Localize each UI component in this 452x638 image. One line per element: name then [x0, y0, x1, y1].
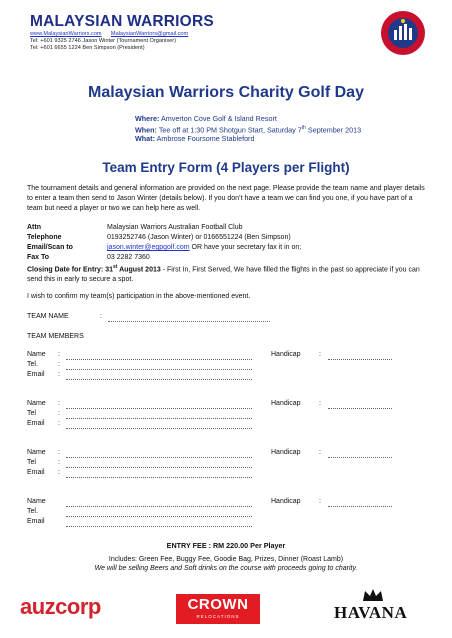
organiser-email-link[interactable]: jason.winter@egpgolf.com	[107, 244, 190, 251]
colon: :	[319, 400, 321, 407]
warriors-badge-icon	[380, 10, 426, 56]
player-1-handicap-field[interactable]	[328, 359, 392, 360]
colon: :	[58, 351, 60, 358]
colon: :	[58, 410, 60, 417]
player-3-name-field[interactable]	[66, 457, 252, 458]
player-1-name-label: Name	[27, 351, 46, 358]
team-members-label: TEAM MEMBERS	[27, 333, 84, 340]
website-link[interactable]: www.MalaysianWarriors.com	[30, 31, 102, 37]
player-4-email-field[interactable]	[66, 526, 252, 527]
org-title: MALAYSIAN WARRIORS	[30, 13, 214, 30]
player-1-handicap-label: Handicap	[271, 351, 301, 358]
telephone-row: Telephone 0193252746 (Jason Winter) or 0166551224 (Ben Simpson)	[27, 234, 291, 241]
intro-text: The tournament details and general information are provided on the next page. Please provide the team name and player details to enter a team then send to Jason Winter (details below). If you don’t have a team we can find you one, if you have part of a team but need a player or two we can help here as well.	[27, 185, 425, 212]
confirm-text: I wish to confirm my team(s) participation in the above-mentioned event.	[27, 293, 251, 300]
player-4-email-label: Email	[27, 518, 45, 525]
player-1-email-field[interactable]	[66, 379, 252, 380]
colon: :	[58, 371, 60, 378]
player-3-name-label: Name	[27, 449, 46, 456]
contact-tel-2: Tel: +601 6655 1224 Ben Simpson (President)	[30, 45, 145, 51]
colon: :	[58, 449, 60, 456]
player-4-handicap-label: Handicap	[271, 498, 301, 505]
colon: :	[58, 361, 60, 368]
player-1-tel-field[interactable]	[66, 369, 252, 370]
colon: :	[319, 498, 321, 505]
player-2-name-label: Name	[27, 400, 46, 407]
player-3-email-label: Email	[27, 469, 45, 476]
player-2-name-field[interactable]	[66, 408, 252, 409]
colon: :	[319, 351, 321, 358]
entry-fee: ENTRY FEE : RM 220.00 Per Player	[166, 541, 286, 550]
player-2-handicap-label: Handicap	[271, 400, 301, 407]
event-where: Where: Amverton Cove Golf & Island Resort	[135, 114, 277, 123]
beer-note: We will be selling Beers and Soft drinks on the course with proceeds going to charity.	[94, 565, 358, 572]
event-details	[135, 114, 361, 144]
havana-crown-icon	[362, 588, 384, 602]
event-what: What: Ambrose Foursome Stableford	[135, 134, 255, 144]
colon: :	[58, 459, 60, 466]
colon: :	[58, 469, 60, 476]
email-row: Email/Scan to jason.winter@egpgolf.com OR have your secretary fax it in on;	[27, 244, 302, 251]
player-4-name-label: Name	[27, 498, 46, 505]
player-3-tel-field[interactable]	[66, 467, 252, 468]
player-2-handicap-field[interactable]	[328, 408, 392, 409]
event-when: When: Tee off at 1:30 PM Shotgun Start, Saturday 7th September 2013	[135, 124, 362, 134]
contact-tel-1: Tel: +601 9325 2746 Jason Winter (Tournament Organiser)	[30, 38, 176, 44]
colon: :	[319, 449, 321, 456]
player-1-name-field[interactable]	[66, 359, 252, 360]
fax-row: Fax To 03 2282 7360	[27, 254, 150, 261]
player-2-email-label: Email	[27, 420, 45, 427]
player-3-handicap-field[interactable]	[328, 457, 392, 458]
contact-links	[30, 31, 188, 38]
player-3-handicap-label: Handicap	[271, 449, 301, 456]
player-4-handicap-field[interactable]	[328, 506, 392, 507]
attn-row: Attn Malaysian Warriors Australian Football Club	[27, 224, 243, 231]
closing-date: Closing Date for Entry: 31st August 2013 - First In, First Served, We have filled the flights in the past so appreciate if you can send this in early to secure a spot.	[27, 264, 420, 284]
player-2-tel-label: Tel	[27, 410, 36, 417]
form-title: Team Entry Form (4 Players per Flight)	[102, 160, 350, 175]
player-4-name-field[interactable]	[66, 506, 252, 507]
player-2-email-field[interactable]	[66, 428, 252, 429]
colon: :	[100, 313, 102, 320]
player-3-email-field[interactable]	[66, 477, 252, 478]
email-link[interactable]: MalaysianWarriors@gmail.com	[110, 31, 189, 37]
havana-logo: HAVANA	[334, 603, 408, 622]
player-4-tel-field[interactable]	[66, 516, 252, 517]
auzcorp-logo: auzcorp	[20, 594, 101, 619]
player-3-tel-label: Tel	[27, 459, 36, 466]
colon: :	[58, 420, 60, 427]
crown-logo-word: CROWN	[187, 596, 249, 613]
crown-logo-sub: RELOCATIONS	[196, 614, 240, 619]
colon: :	[58, 400, 60, 407]
player-1-email-label: Email	[27, 371, 45, 378]
team-name-label: TEAM NAME	[27, 313, 69, 320]
player-4-tel-label: Tel.	[27, 508, 38, 515]
fee-includes: Includes: Green Fee, Buggy Fee, Goodie Bag, Prizes, Dinner (Roast Lamb)	[108, 556, 344, 563]
team-name-field[interactable]	[108, 321, 270, 322]
player-1-tel-label: Tel.	[27, 361, 38, 368]
event-title: Malaysian Warriors Charity Golf Day	[88, 84, 364, 101]
player-2-tel-field[interactable]	[66, 418, 252, 419]
